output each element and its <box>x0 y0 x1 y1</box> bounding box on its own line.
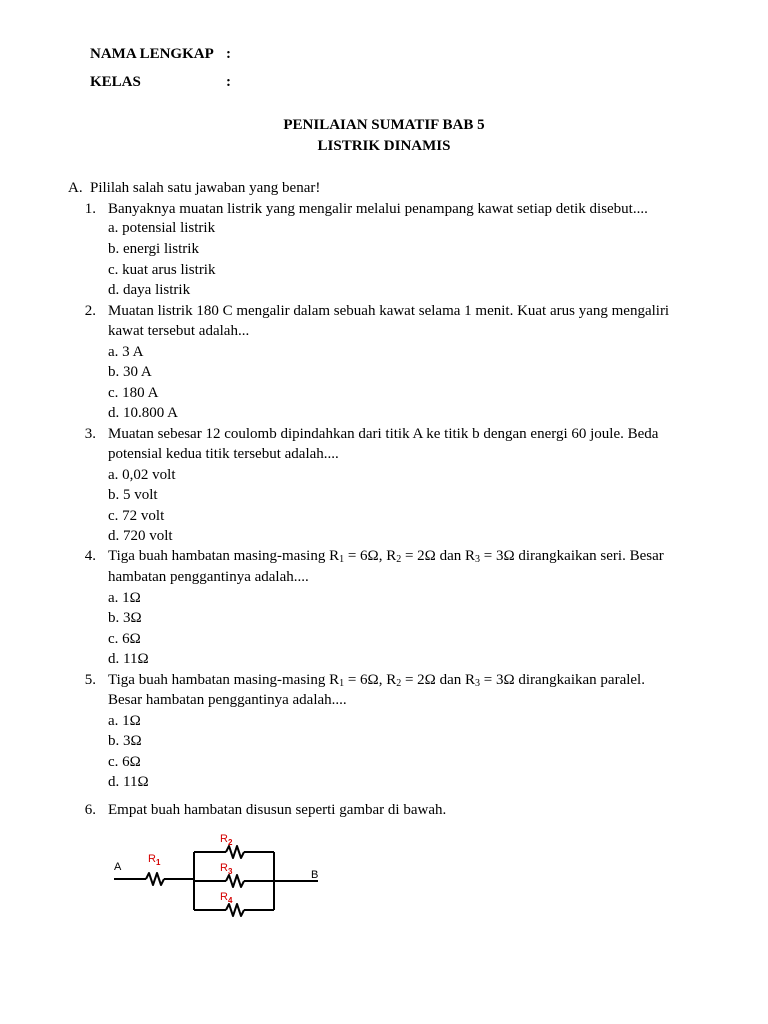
subscript: 1 <box>339 554 345 565</box>
text-segment: = 6Ω, R <box>344 672 397 688</box>
option-d[interactable]: d. 720 volt <box>108 528 173 544</box>
name-label: NAMA LENGKAP <box>90 46 214 62</box>
option-b[interactable]: b. 5 volt <box>108 487 158 503</box>
question-text-cont: potensial kedua titik tersebut adalah.... <box>108 446 339 462</box>
subscript: 3 <box>475 554 480 565</box>
option-a[interactable]: a. potensial listrik <box>108 220 216 236</box>
r1-subscript: 1 <box>155 858 161 867</box>
option-a[interactable]: a. 0,02 volt <box>108 467 176 483</box>
resistor-labels <box>148 833 233 905</box>
resistor-circuit-diagram <box>108 828 338 923</box>
option-c[interactable]: c. 6Ω <box>108 631 141 647</box>
question-text-cont: Besar hambatan penggantinya adalah.... <box>108 692 347 708</box>
text-segment: = 3Ω dirangkaikan paralel. <box>480 672 645 688</box>
subscript: 1 <box>339 678 345 689</box>
option-c[interactable]: c. 180 A <box>108 385 159 401</box>
option-a[interactable]: a. 3 A <box>108 344 144 360</box>
option-d[interactable]: d. daya listrik <box>108 282 191 298</box>
r1-letter: R <box>148 853 156 865</box>
resistor-r1-symbol <box>146 873 164 885</box>
r4-subscript: 4 <box>227 896 233 905</box>
r4-label <box>220 891 233 905</box>
option-b[interactable]: b. 3Ω <box>108 610 142 626</box>
option-b[interactable]: b. 30 A <box>108 364 152 380</box>
name-colon: : <box>226 46 231 62</box>
subscript: 2 <box>396 678 402 689</box>
r3-letter: R <box>220 862 228 874</box>
text-segment: = 3Ω dirangkaikan seri. Besar <box>480 548 664 564</box>
question-number: 4. <box>84 548 96 564</box>
resistor-r2-symbol <box>226 846 244 858</box>
option-d[interactable]: d. 11Ω <box>108 651 149 667</box>
r2-label <box>220 833 233 847</box>
subscript: 3 <box>475 678 480 689</box>
question-text: Muatan listrik 180 C mengalir dalam sebuah kawat selama 1 menit. Kuat arus yang mengaliri <box>108 303 670 319</box>
option-d[interactable]: d. 10.800 A <box>108 405 179 421</box>
r1-label <box>148 853 161 867</box>
section-instruction: Pililah salah satu jawaban yang benar! <box>90 180 321 196</box>
question-text: Banyaknya muatan listrik yang mengalir melalui penampang kawat setiap detik disebut.... <box>108 201 648 217</box>
question-text <box>108 672 645 689</box>
option-b[interactable]: b. energi listrik <box>108 241 199 257</box>
question-text-cont: hambatan penggantinya adalah.... <box>108 569 309 585</box>
option-b[interactable]: b. 3Ω <box>108 733 142 749</box>
resistor-r4-symbol <box>226 904 244 916</box>
subscript: 2 <box>396 554 402 565</box>
r3-label <box>220 862 233 876</box>
question-text: Empat buah hambatan disusun seperti gambar di bawah. <box>108 802 447 818</box>
question-number: 6. <box>84 802 96 818</box>
option-a[interactable]: a. 1Ω <box>108 590 141 606</box>
page-subtitle: LISTRIK DINAMIS <box>317 138 451 154</box>
page-title: PENILAIAN SUMATIF BAB 5 <box>283 117 485 133</box>
class-colon: : <box>226 74 231 90</box>
text-segment: Tiga buah hambatan masing-masing R <box>108 672 340 688</box>
option-a[interactable]: a. 1Ω <box>108 713 141 729</box>
question-number: 1. <box>84 201 96 217</box>
section-letter: A. <box>68 180 83 196</box>
resistor-r3-symbol <box>226 875 244 887</box>
class-label: KELAS <box>90 74 141 90</box>
question-text-cont: kawat tersebut adalah... <box>108 323 250 339</box>
text-segment: = 2Ω dan R <box>401 548 475 564</box>
question-text: Muatan sebesar 12 coulomb dipindahkan dari titik A ke titik b dengan energi 60 joule. Beda <box>108 426 659 442</box>
option-c[interactable]: c. 72 volt <box>108 508 165 524</box>
r2-letter: R <box>220 833 228 845</box>
question-text <box>108 548 664 565</box>
r2-subscript: 2 <box>227 838 233 847</box>
text-segment: Tiga buah hambatan masing-masing R <box>108 548 340 564</box>
text-segment: = 6Ω, R <box>344 548 397 564</box>
node-a-label: A <box>114 861 122 873</box>
r3-subscript: 3 <box>227 867 233 876</box>
text-segment: = 2Ω dan R <box>401 672 475 688</box>
option-c[interactable]: c. kuat arus listrik <box>108 262 216 278</box>
r4-letter: R <box>220 891 228 903</box>
question-number: 2. <box>84 303 96 319</box>
question-number: 5. <box>84 672 96 688</box>
option-c[interactable]: c. 6Ω <box>108 754 141 770</box>
option-d[interactable]: d. 11Ω <box>108 774 149 790</box>
question-number: 3. <box>84 426 96 442</box>
node-b-label: B <box>311 869 319 881</box>
